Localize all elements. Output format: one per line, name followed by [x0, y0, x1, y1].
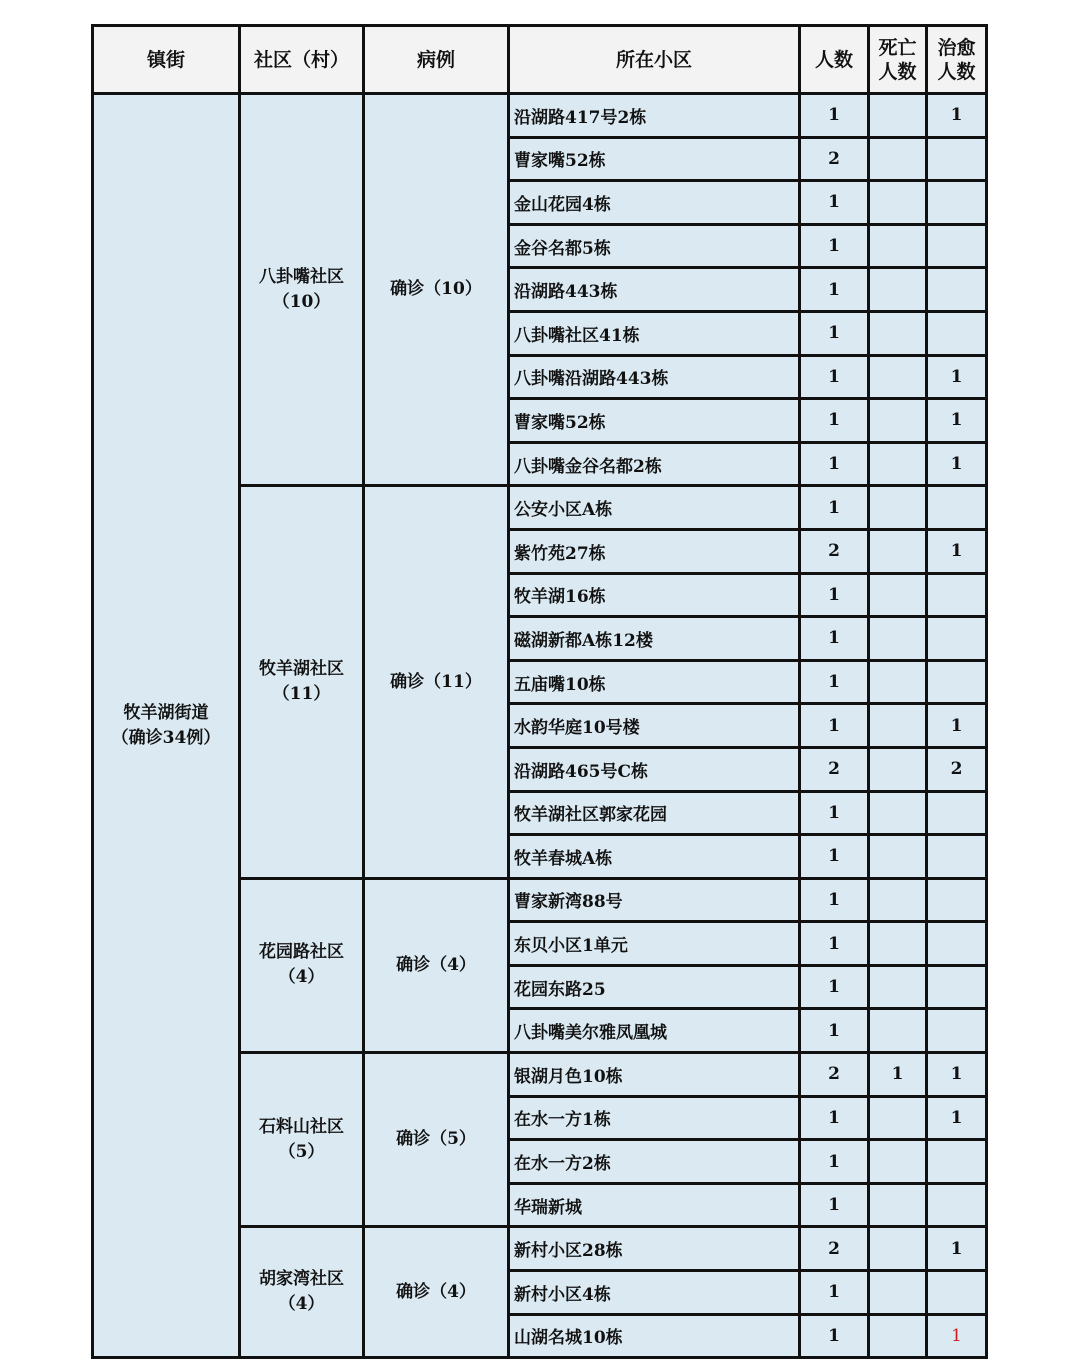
recovered-cell: 1: [927, 1314, 987, 1358]
recovered-cell: [927, 965, 987, 1009]
death-cell: [869, 791, 927, 835]
table-body: [93, 94, 987, 1358]
header-death: [869, 26, 927, 94]
header-row: [93, 26, 987, 94]
community-cell: [240, 94, 364, 486]
residence-cell: 八卦嘴金谷名都2栋: [509, 442, 800, 486]
community-name: 八卦嘴社区: [259, 266, 344, 287]
recovered-cell: 1: [927, 529, 987, 573]
count-cell: 1: [800, 617, 869, 661]
residence-cell: 牧羊湖16栋: [509, 573, 800, 617]
residence-cell: 在水一方2栋: [509, 1140, 800, 1184]
header-recovered: [927, 26, 987, 94]
recovered-cell: 1: [927, 442, 987, 486]
residence-cell: 新村小区28栋: [509, 1227, 800, 1271]
cases-cell: 确诊（4）: [364, 1227, 509, 1358]
count-cell: 1: [800, 573, 869, 617]
count-cell: 2: [800, 529, 869, 573]
header-cases: 病例: [364, 26, 509, 94]
death-cell: [869, 224, 927, 268]
community-name: 胡家湾社区: [259, 1269, 344, 1290]
community-count: （4）: [278, 1294, 325, 1315]
death-cell: [869, 1227, 927, 1271]
residence-cell: 牧羊春城A栋: [509, 835, 800, 879]
recovered-cell: [927, 922, 987, 966]
death-cell: [869, 747, 927, 791]
community-name: 牧羊湖社区: [259, 659, 344, 680]
recovered-cell: [927, 573, 987, 617]
recovered-cell: [927, 268, 987, 312]
count-cell: 1: [800, 1271, 869, 1315]
count-cell: 1: [800, 660, 869, 704]
street-sub: （确诊34例）: [111, 727, 221, 748]
header-residence: 所在小区: [509, 26, 800, 94]
residence-cell: 公安小区A栋: [509, 486, 800, 530]
count-cell: 2: [800, 747, 869, 791]
recovered-cell: 1: [927, 355, 987, 399]
count-cell: 1: [800, 704, 869, 748]
community-count: （4）: [278, 967, 325, 988]
case-table: [91, 24, 988, 1359]
recovered-cell: [927, 224, 987, 268]
death-cell: [869, 311, 927, 355]
community-name: 石料山社区: [259, 1116, 344, 1137]
count-cell: 1: [800, 835, 869, 879]
recovered-cell: [927, 486, 987, 530]
count-cell: 1: [800, 94, 869, 138]
header-count: 人数: [800, 26, 869, 94]
recovered-cell: [927, 1140, 987, 1184]
count-cell: 2: [800, 137, 869, 181]
recovered-cell: 1: [927, 1096, 987, 1140]
cases-cell: 确诊（4）: [364, 878, 509, 1052]
community-count: （10）: [272, 291, 331, 312]
recovered-cell: [927, 1009, 987, 1053]
death-cell: [869, 704, 927, 748]
residence-cell: 金谷名都5栋: [509, 224, 800, 268]
count-cell: 1: [800, 399, 869, 443]
residence-cell: 紫竹苑27栋: [509, 529, 800, 573]
death-cell: [869, 94, 927, 138]
count-cell: 2: [800, 1053, 869, 1097]
residence-cell: 曹家嘴52栋: [509, 399, 800, 443]
community-cell: [240, 1227, 364, 1358]
header-death-line1: 死亡: [878, 36, 917, 59]
cases-cell: 确诊（11）: [364, 486, 509, 878]
count-cell: 2: [800, 1227, 869, 1271]
death-cell: [869, 878, 927, 922]
header-recovered-line1: 治愈: [937, 36, 976, 59]
death-cell: [869, 660, 927, 704]
count-cell: 1: [800, 1183, 869, 1227]
death-cell: [869, 486, 927, 530]
residence-cell: 水韵华庭10号楼: [509, 704, 800, 748]
death-cell: [869, 1140, 927, 1184]
residence-cell: 山湖名城10栋: [509, 1314, 800, 1358]
community-cell: [240, 878, 364, 1052]
count-cell: 1: [800, 181, 869, 225]
header-community: 社区（村）: [240, 26, 364, 94]
residence-cell: 花园东路25: [509, 965, 800, 1009]
count-cell: 1: [800, 355, 869, 399]
count-cell: 1: [800, 486, 869, 530]
count-cell: 1: [800, 791, 869, 835]
recovered-cell: [927, 1271, 987, 1315]
community-cell: [240, 486, 364, 878]
recovered-cell: [927, 660, 987, 704]
residence-cell: 银湖月色10栋: [509, 1053, 800, 1097]
recovered-cell: [927, 617, 987, 661]
death-cell: [869, 529, 927, 573]
recovered-cell: 1: [927, 94, 987, 138]
recovered-cell: [927, 1183, 987, 1227]
recovered-cell: [927, 878, 987, 922]
residence-cell: 在水一方1栋: [509, 1096, 800, 1140]
death-cell: [869, 573, 927, 617]
residence-cell: 沿湖路417号2栋: [509, 94, 800, 138]
cases-cell: 确诊（10）: [364, 94, 509, 486]
count-cell: 1: [800, 878, 869, 922]
recovered-cell: 1: [927, 1053, 987, 1097]
recovered-cell: [927, 181, 987, 225]
residence-cell: 金山花园4栋: [509, 181, 800, 225]
community-cell: [240, 1053, 364, 1227]
residence-cell: 五庙嘴10栋: [509, 660, 800, 704]
residence-cell: 新村小区4栋: [509, 1271, 800, 1315]
recovered-cell: 1: [927, 1227, 987, 1271]
recovered-cell: 1: [927, 704, 987, 748]
count-cell: 1: [800, 1096, 869, 1140]
table-row: [93, 94, 987, 138]
count-cell: 1: [800, 311, 869, 355]
header-death-line2: 人数: [878, 60, 917, 83]
header-street: 镇街: [93, 26, 240, 94]
residence-cell: 沿湖路465号C栋: [509, 747, 800, 791]
death-cell: [869, 965, 927, 1009]
recovered-cell: 1: [927, 399, 987, 443]
cases-cell: 确诊（5）: [364, 1053, 509, 1227]
death-cell: [869, 1271, 927, 1315]
death-cell: [869, 181, 927, 225]
residence-cell: 八卦嘴社区41栋: [509, 311, 800, 355]
death-cell: 1: [869, 1053, 927, 1097]
street-cell: [93, 94, 240, 1358]
recovered-cell: [927, 835, 987, 879]
count-cell: 1: [800, 1140, 869, 1184]
death-cell: [869, 399, 927, 443]
residence-cell: 八卦嘴美尔雅凤凰城: [509, 1009, 800, 1053]
death-cell: [869, 1183, 927, 1227]
residence-cell: 曹家嘴52栋: [509, 137, 800, 181]
count-cell: 1: [800, 268, 869, 312]
recovered-cell: [927, 311, 987, 355]
death-cell: [869, 442, 927, 486]
residence-cell: 曹家新湾88号: [509, 878, 800, 922]
count-cell: 1: [800, 442, 869, 486]
residence-cell: 东贝小区1单元: [509, 922, 800, 966]
death-cell: [869, 617, 927, 661]
residence-cell: 磁湖新都A栋12楼: [509, 617, 800, 661]
residence-cell: 八卦嘴沿湖路443栋: [509, 355, 800, 399]
count-cell: 1: [800, 1314, 869, 1358]
recovered-cell: [927, 137, 987, 181]
recovered-cell: [927, 791, 987, 835]
community-count: （5）: [278, 1141, 325, 1162]
residence-cell: 华瑞新城: [509, 1183, 800, 1227]
count-cell: 1: [800, 224, 869, 268]
death-cell: [869, 835, 927, 879]
death-cell: [869, 137, 927, 181]
count-cell: 1: [800, 1009, 869, 1053]
residence-cell: 沿湖路443栋: [509, 268, 800, 312]
death-cell: [869, 355, 927, 399]
street-name: 牧羊湖街道: [123, 702, 209, 723]
death-cell: [869, 1009, 927, 1053]
death-cell: [869, 922, 927, 966]
community-name: 花园路社区: [259, 942, 344, 963]
death-cell: [869, 1314, 927, 1358]
count-cell: 1: [800, 922, 869, 966]
header-recovered-line2: 人数: [937, 60, 976, 83]
residence-cell: 牧羊湖社区郭家花园: [509, 791, 800, 835]
community-count: （11）: [272, 684, 331, 705]
recovered-cell: 2: [927, 747, 987, 791]
death-cell: [869, 1096, 927, 1140]
death-cell: [869, 268, 927, 312]
count-cell: 1: [800, 965, 869, 1009]
